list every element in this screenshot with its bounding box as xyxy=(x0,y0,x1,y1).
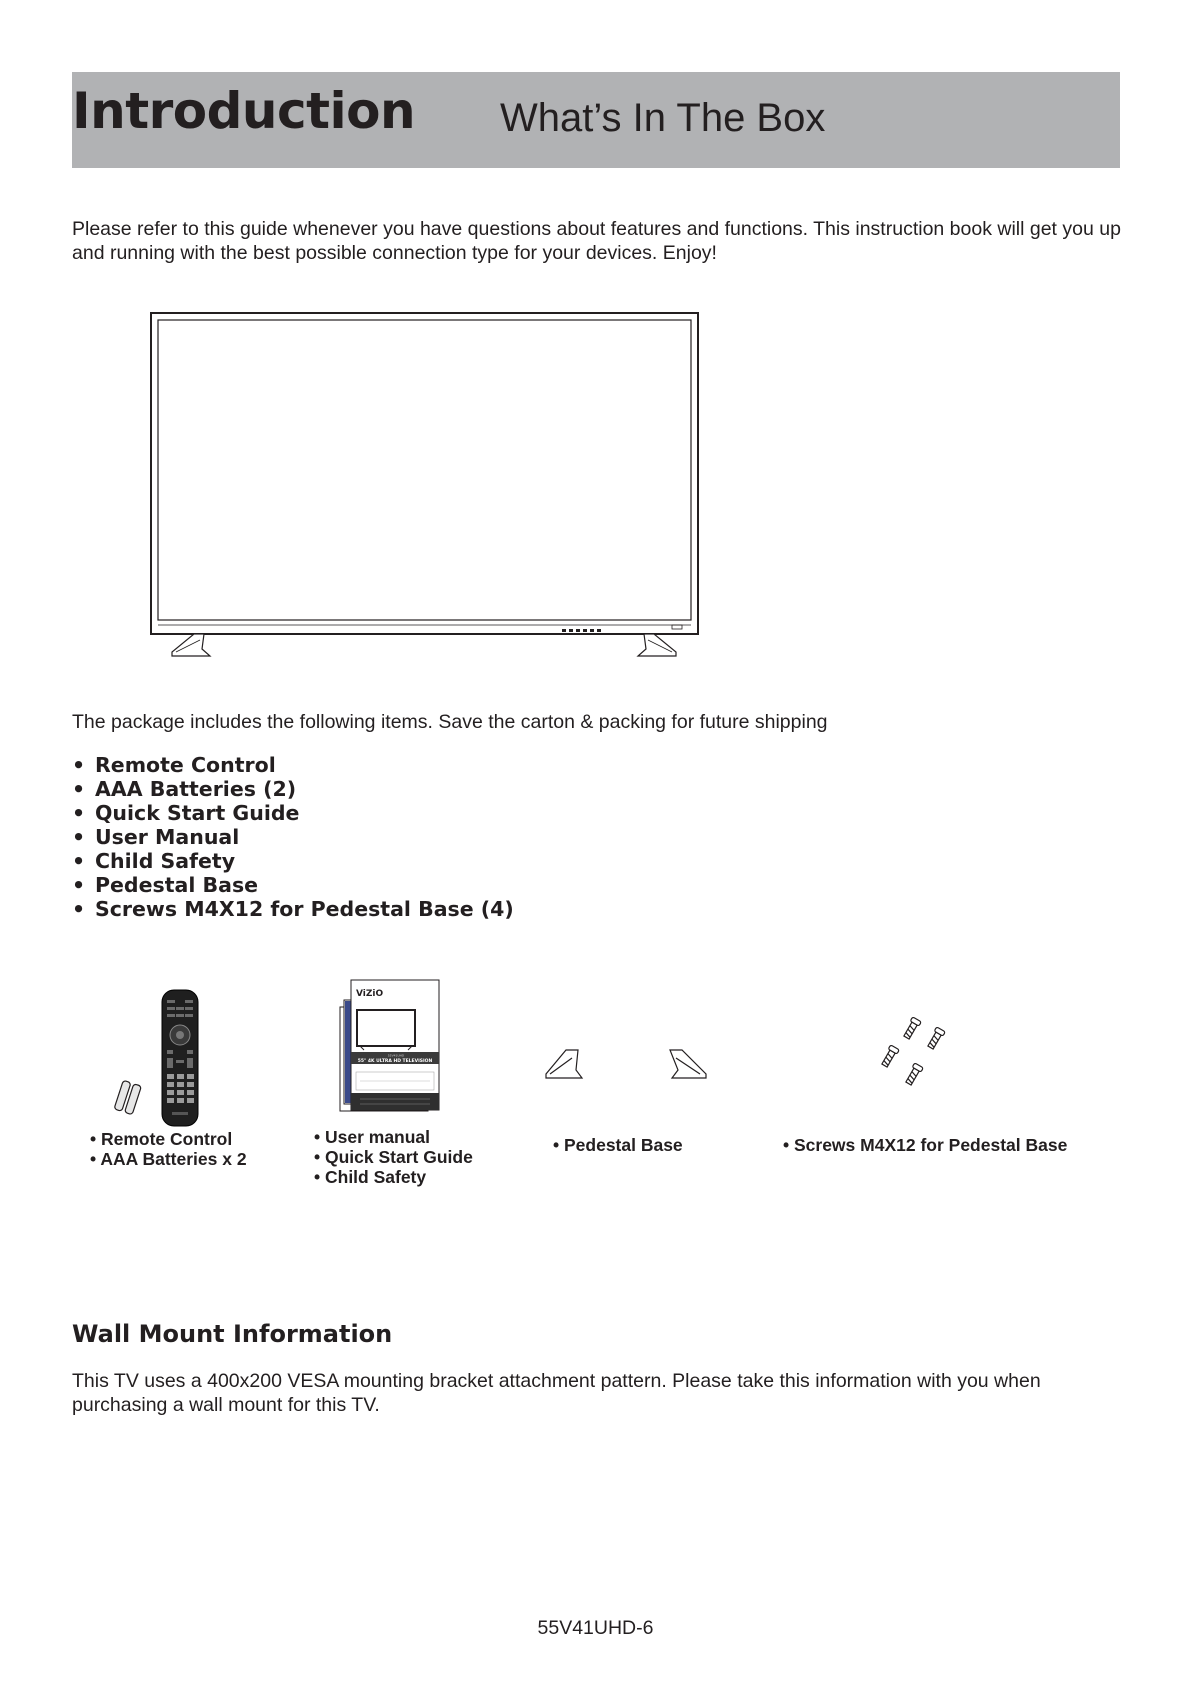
screws-image xyxy=(876,1016,946,1096)
list-item: • AAA Batteries (2) xyxy=(72,777,297,801)
page-subtitle: What’s In The Box xyxy=(500,96,826,140)
included-items-list xyxy=(72,753,514,921)
section-header xyxy=(72,72,1120,168)
remote-control-image xyxy=(112,988,202,1128)
list-item: • Remote Control xyxy=(72,753,276,777)
docs-caption: • User manual • Quick Start Guide • Child Safety xyxy=(314,1127,473,1187)
page-footer: 55V41UHD-6 xyxy=(537,1617,654,1639)
wall-mount-heading: Wall Mount Information xyxy=(72,1320,393,1348)
list-item: • User Manual xyxy=(72,825,240,849)
list-item: • Pedestal Base xyxy=(72,873,259,897)
wall-mount-text: This TV uses a 400x200 VESA mounting bracket attachment pattern. Please take this information with you when purchasing a wall mount for this TV. xyxy=(72,1370,1041,1416)
manual-headline: 55" 4K ULTRA HD TELEVISION xyxy=(357,1059,433,1064)
list-item: • Quick Start Guide xyxy=(72,801,300,825)
remote-caption: • Remote Control • AAA Batteries x 2 xyxy=(90,1129,247,1169)
tv-illustration xyxy=(150,312,700,662)
package-description: The package includes the following items. Save the carton & packing for future shipping xyxy=(72,711,828,733)
screws-caption: • Screws M4X12 for Pedestal Base xyxy=(783,1135,1068,1155)
list-item: • Child Safety xyxy=(72,849,236,873)
manual-model-text: 55V41UHD xyxy=(387,1053,405,1058)
list-item: • Screws M4X12 for Pedestal Base (4) xyxy=(72,897,514,921)
page-title: Introduction xyxy=(72,82,416,140)
pedestal-caption: • Pedestal Base xyxy=(553,1135,683,1155)
user-manual-image xyxy=(340,980,440,1112)
intro-paragraph: Please refer to this guide whenever you have questions about features and functions. This instruction book will get you up and running with the best possible connection type for your devices. Enjoy! xyxy=(72,218,1121,264)
svg-text:ViZiO: ViZiO xyxy=(356,989,384,999)
pedestal-base-image xyxy=(544,1048,712,1080)
